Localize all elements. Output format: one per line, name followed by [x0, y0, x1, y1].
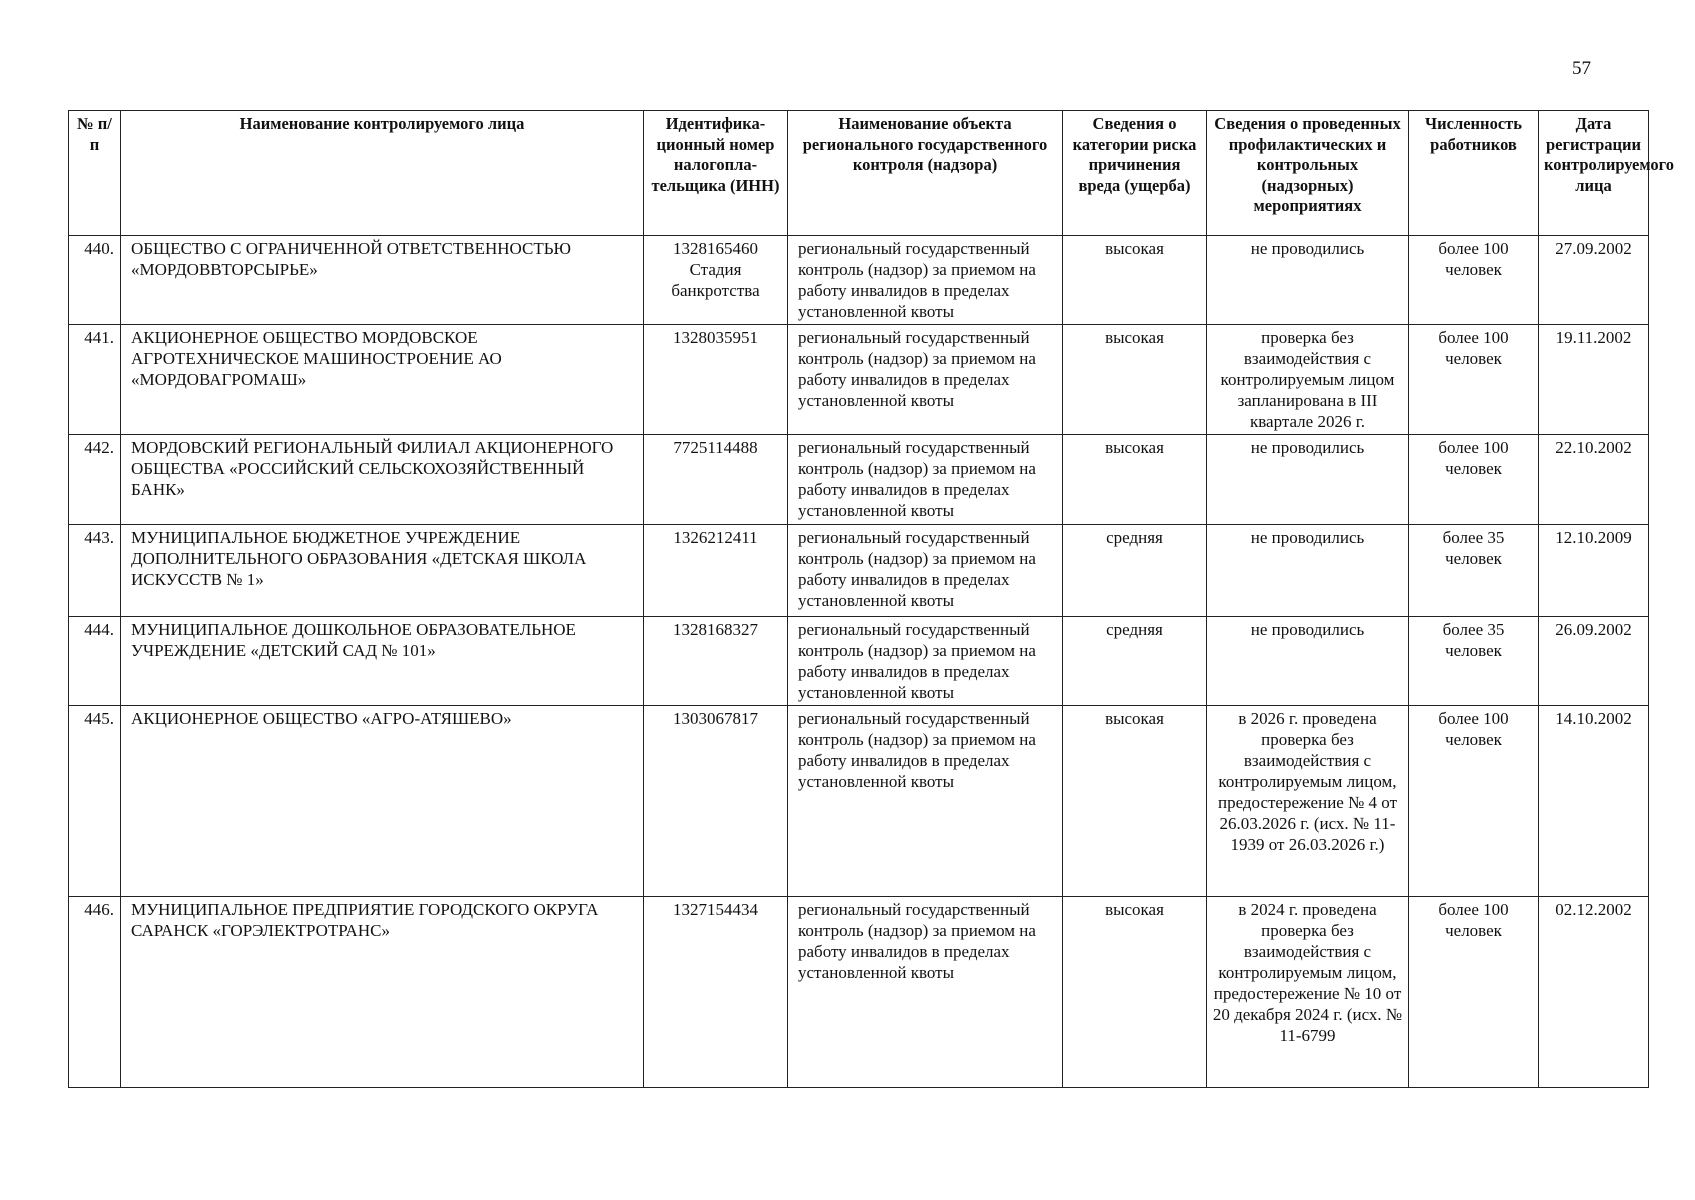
row-risk: высокая — [1063, 897, 1207, 1088]
row-events: в 2026 г. проведена проверка без взаимодействия с контролируемым лицом, предостережение № 4 от 26.03.2026 г. (исх. № 11-1939 от 26.03.2026 г.) — [1207, 706, 1409, 897]
row-risk: средняя — [1063, 525, 1207, 617]
row-workers: более 35 человек — [1409, 525, 1539, 617]
row-inn: 7725114488 — [644, 435, 788, 525]
table-row — [69, 325, 1649, 435]
row-workers: более 100 человек — [1409, 435, 1539, 525]
row-num: 441. — [69, 325, 121, 435]
row-date: 22.10.2002 — [1539, 435, 1649, 525]
row-object: региональный государственный контроль (надзор) за приемом на работу инвалидов в пределах установленной квоты — [788, 706, 1063, 897]
row-date: 02.12.2002 — [1539, 897, 1649, 1088]
header-row — [69, 111, 1649, 236]
page-number: 57 — [1572, 58, 1591, 79]
row-name: МУНИЦИПАЛЬНОЕ БЮДЖЕТНОЕ УЧРЕЖДЕНИЕ ДОПОЛНИТЕЛЬНОГО ОБРАЗОВАНИЯ «ДЕТСКАЯ ШКОЛА ИСКУССТВ № 1» — [121, 525, 644, 617]
row-object: региональный государственный контроль (надзор) за приемом на работу инвалидов в пределах установленной квоты — [788, 617, 1063, 706]
row-inn: 1303067817 — [644, 706, 788, 897]
row-risk: средняя — [1063, 617, 1207, 706]
header-name: Наименование контролируемого лица — [121, 111, 644, 236]
table-row — [69, 617, 1649, 706]
row-num: 443. — [69, 525, 121, 617]
registry-table — [68, 110, 1674, 1088]
row-name: АКЦИОНЕРНОЕ ОБЩЕСТВО МОРДОВСКОЕ АГРОТЕХНИЧЕСКОЕ МАШИНОСТРОЕНИЕ АО «МОРДОВАГРОМАШ» — [121, 325, 644, 435]
table-row — [69, 435, 1649, 525]
row-workers: более 100 человек — [1409, 897, 1539, 1088]
table-row — [69, 236, 1649, 325]
row-num: 440. — [69, 236, 121, 325]
row-name: МУНИЦИПАЛЬНОЕ ДОШКОЛЬНОЕ ОБРАЗОВАТЕЛЬНОЕ УЧРЕЖДЕНИЕ «ДЕТСКИЙ САД № 101» — [121, 617, 644, 706]
row-risk: высокая — [1063, 325, 1207, 435]
row-events: проверка без взаимодействия с контролируемым лицом запланирована в III квартале 2026 г. — [1207, 325, 1409, 435]
row-events: не проводились — [1207, 525, 1409, 617]
table-row — [69, 706, 1649, 897]
row-object: региональный государственный контроль (надзор) за приемом на работу инвалидов в пределах установленной квоты — [788, 325, 1063, 435]
row-object: региональный государственный контроль (надзор) за приемом на работу инвалидов в пределах установленной квоты — [788, 236, 1063, 325]
row-name: МУНИЦИПАЛЬНОЕ ПРЕДПРИЯТИЕ ГОРОДСКОГО ОКРУГА САРАНСК «ГОРЭЛЕКТРОТРАНС» — [121, 897, 644, 1088]
row-risk: высокая — [1063, 706, 1207, 897]
header-inn: Идентифика-ционный номер налогопла-тельщика (ИНН) — [644, 111, 788, 236]
row-risk: высокая — [1063, 435, 1207, 525]
row-inn: 1328168327 — [644, 617, 788, 706]
row-date: 12.10.2009 — [1539, 525, 1649, 617]
row-object: региональный государственный контроль (надзор) за приемом на работу инвалидов в пределах установленной квоты — [788, 897, 1063, 1088]
row-workers: более 100 человек — [1409, 236, 1539, 325]
row-events: в 2024 г. проведена проверка без взаимодействия с контролируемым лицом, предостережение № 10 от 20 декабря 2024 г. (исх. № 11-6799 — [1207, 897, 1409, 1088]
row-name: МОРДОВСКИЙ РЕГИОНАЛЬНЫЙ ФИЛИАЛ АКЦИОНЕРНОГО ОБЩЕСТВА «РОССИЙСКИЙ СЕЛЬСКОХОЗЯЙСТВЕННЫЙ БАНК» — [121, 435, 644, 525]
row-inn: 1328035951 — [644, 325, 788, 435]
row-events: не проводились — [1207, 617, 1409, 706]
row-num: 442. — [69, 435, 121, 525]
row-num: 444. — [69, 617, 121, 706]
row-inn: 1328165460 Стадия банкротства — [644, 236, 788, 325]
row-inn: 1326212411 — [644, 525, 788, 617]
table-row — [69, 525, 1649, 617]
header-events: Сведения о проведенных профилактических и контрольных (надзорных) мероприятиях — [1207, 111, 1409, 236]
row-name: ОБЩЕСТВО С ОГРАНИЧЕННОЙ ОТВЕТСТВЕННОСТЬЮ «МОРДОВВТОРСЫРЬЕ» — [121, 236, 644, 325]
header-risk: Сведения о категории риска причинения вреда (ущерба) — [1063, 111, 1207, 236]
row-object: региональный государственный контроль (надзор) за приемом на работу инвалидов в пределах установленной квоты — [788, 525, 1063, 617]
row-workers: более 35 человек — [1409, 617, 1539, 706]
row-date: 14.10.2002 — [1539, 706, 1649, 897]
row-workers: более 100 человек — [1409, 706, 1539, 897]
row-events: не проводились — [1207, 236, 1409, 325]
row-date: 26.09.2002 — [1539, 617, 1649, 706]
row-events: не проводились — [1207, 435, 1409, 525]
row-inn: 1327154434 — [644, 897, 788, 1088]
row-risk: высокая — [1063, 236, 1207, 325]
table-row — [69, 897, 1649, 1088]
header-workers: Численность работников — [1409, 111, 1539, 236]
row-workers: более 100 человек — [1409, 325, 1539, 435]
header-num: № п/п — [69, 111, 121, 236]
header-object: Наименование объекта регионального государственного контроля (надзора) — [788, 111, 1063, 236]
row-name: АКЦИОНЕРНОЕ ОБЩЕСТВО «АГРО-АТЯШЕВО» — [121, 706, 644, 897]
row-date: 19.11.2002 — [1539, 325, 1649, 435]
header-date: Дата регистрации контролируемого лица — [1539, 111, 1649, 236]
row-object: региональный государственный контроль (надзор) за приемом на работу инвалидов в пределах установленной квоты — [788, 435, 1063, 525]
row-num: 446. — [69, 897, 121, 1088]
row-date: 27.09.2002 — [1539, 236, 1649, 325]
row-num: 445. — [69, 706, 121, 897]
